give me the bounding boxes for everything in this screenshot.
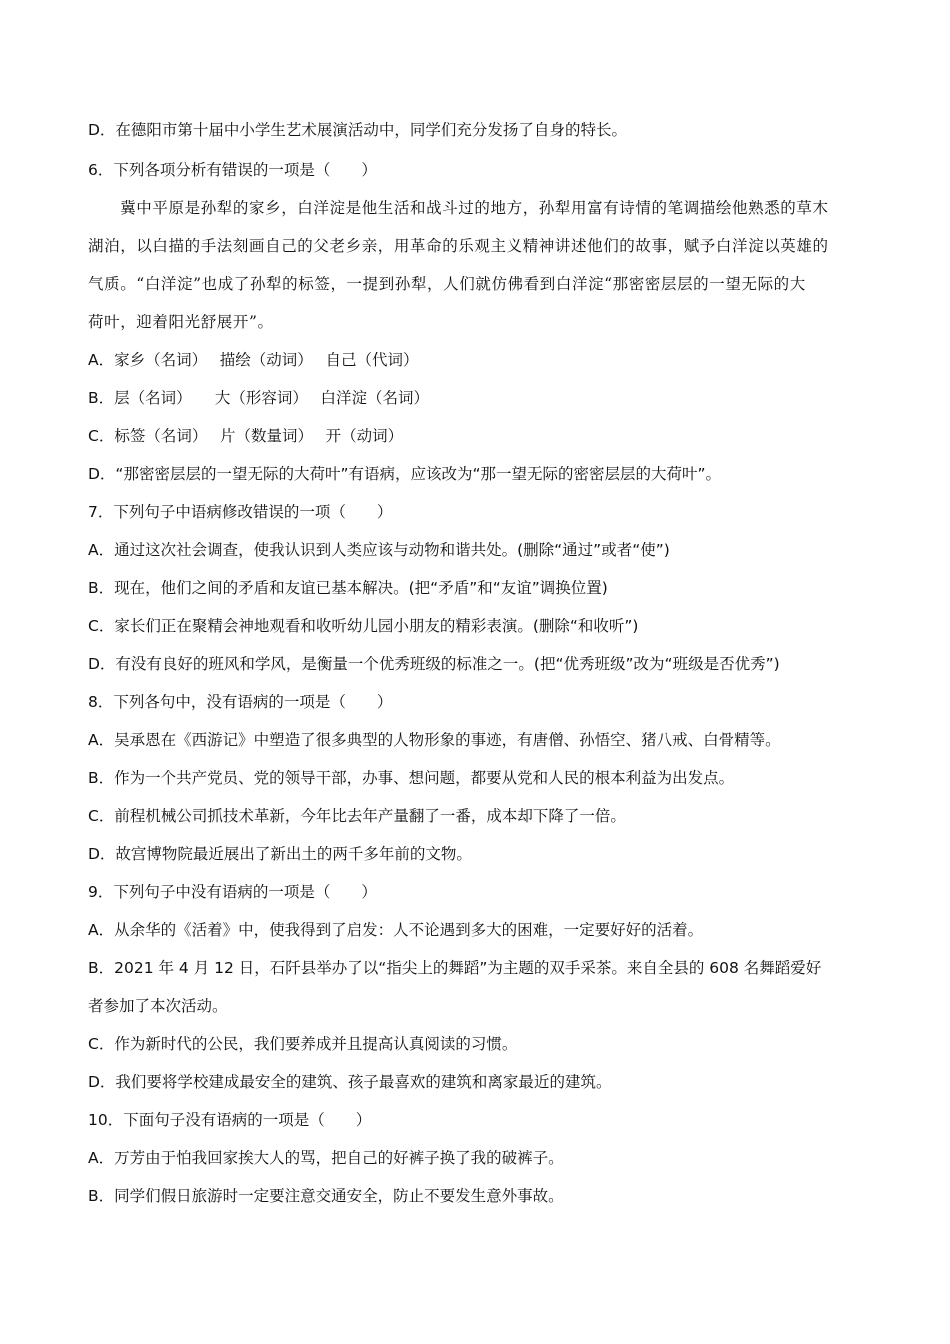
q10-option-b: B．同学们假日旅游时一定要注意交通安全，防止不要发生意外事故。 [88, 1187, 564, 1205]
q9-stem: 9．下列句子中没有语病的一项是（ ） [88, 883, 377, 901]
q8-option-a: A．吴承恩在《西游记》中塑造了很多典型的人物形象的事迹，有唐僧、孙悟空、猪八戒、白骨精等。 [88, 731, 781, 749]
q8-option-c: C．前程机械公司抓技术革新，今年比去年产量翻了一番，成本却下降了一倍。 [88, 807, 626, 825]
q9-option-b-line-1: B．2021 年 4 月 12 日，石阡县举办了以“指尖上的舞蹈”为主题的双手采茶。来自全县的 608 名舞蹈爱好 [88, 959, 822, 977]
q6-passage-line-4: 荷叶，迎着阳光舒展开”。 [88, 313, 274, 331]
q8-option-b: B．作为一个共产党员、党的领导干部，办事、想问题，都要从党和人民的根本利益为出发点。 [88, 769, 735, 787]
q10-stem: 10．下面句子没有语病的一项是（ ） [88, 1111, 372, 1129]
q6-passage-line-2: 湖泊，以白描的手法刻画自己的父老乡亲，用革命的乐观主义精神讲述他们的故事，赋予白洋淀以英雄的 [88, 237, 829, 255]
q10-option-a: A．万芳由于怕我回家挨大人的骂，把自己的好裤子换了我的破裤子。 [88, 1149, 564, 1167]
q5-option-d: D．在德阳市第十届中小学生艺术展演活动中，同学们充分发扬了自身的特长。 [88, 121, 627, 139]
q6-option-d: D．“那密密层层的一望无际的大荷叶”有语病，应该改为“那一望无际的密密层层的大荷叶”。 [88, 465, 722, 483]
q7-option-c: C．家长们正在聚精会神地观看和收听幼儿园小朋友的精彩表演。(删除“和收听”) [88, 617, 639, 635]
q7-option-b: B．现在，他们之间的矛盾和友谊已基本解决。(把“矛盾”和“友谊”调换位置) [88, 579, 608, 597]
q8-stem: 8．下列各句中，没有语病的一项是（ ） [88, 693, 393, 711]
q7-stem: 7．下列句子中语病修改错误的一项（ ） [88, 503, 393, 521]
q7-option-d: D．有没有良好的班风和学风，是衡量一个优秀班级的标准之一。(把“优秀班级”改为“班级是否优秀”) [88, 655, 780, 673]
q9-option-d: D．我们要将学校建成最安全的建筑、孩子最喜欢的建筑和离家最近的建筑。 [88, 1073, 612, 1091]
q6-passage-line-3: 气质。“白洋淀”也成了孙犁的标签，一提到孙犁，人们就仿佛看到白洋淀“那密密层层的一望无际的大 [88, 275, 806, 293]
q9-option-c: C．作为新时代的公民，我们要养成并且提高认真阅读的习惯。 [88, 1035, 518, 1053]
q6-option-c: C．标签（名词） 片（数量词） 开（动词） [88, 427, 404, 445]
q6-stem: 6．下列各项分析有错误的一项是（ ） [88, 161, 377, 179]
q7-option-a: A．通过这次社会调查，使我认识到人类应该与动物和谐共处。(删除“通过”或者“使”) [88, 541, 670, 559]
q8-option-d: D．故宫博物院最近展出了新出土的两千多年前的文物。 [88, 845, 472, 863]
q9-option-b-line-2: 者参加了本次活动。 [88, 997, 228, 1015]
q9-option-a: A．从余华的《活着》中，使我得到了启发：人不论遇到多大的困难，一定要好好的活着。 [88, 921, 704, 939]
q6-passage-line-1: 冀中平原是孙犁的家乡，白洋淀是他生活和战斗过的地方，孙犁用富有诗情的笔调描绘他熟悉的草木 [88, 199, 829, 217]
q6-option-a: A．家乡（名词） 描绘（动词） 自己（代词） [88, 351, 419, 369]
q6-option-b: B．层（名词） 大（形容词） 白洋淀（名词） [88, 389, 430, 407]
